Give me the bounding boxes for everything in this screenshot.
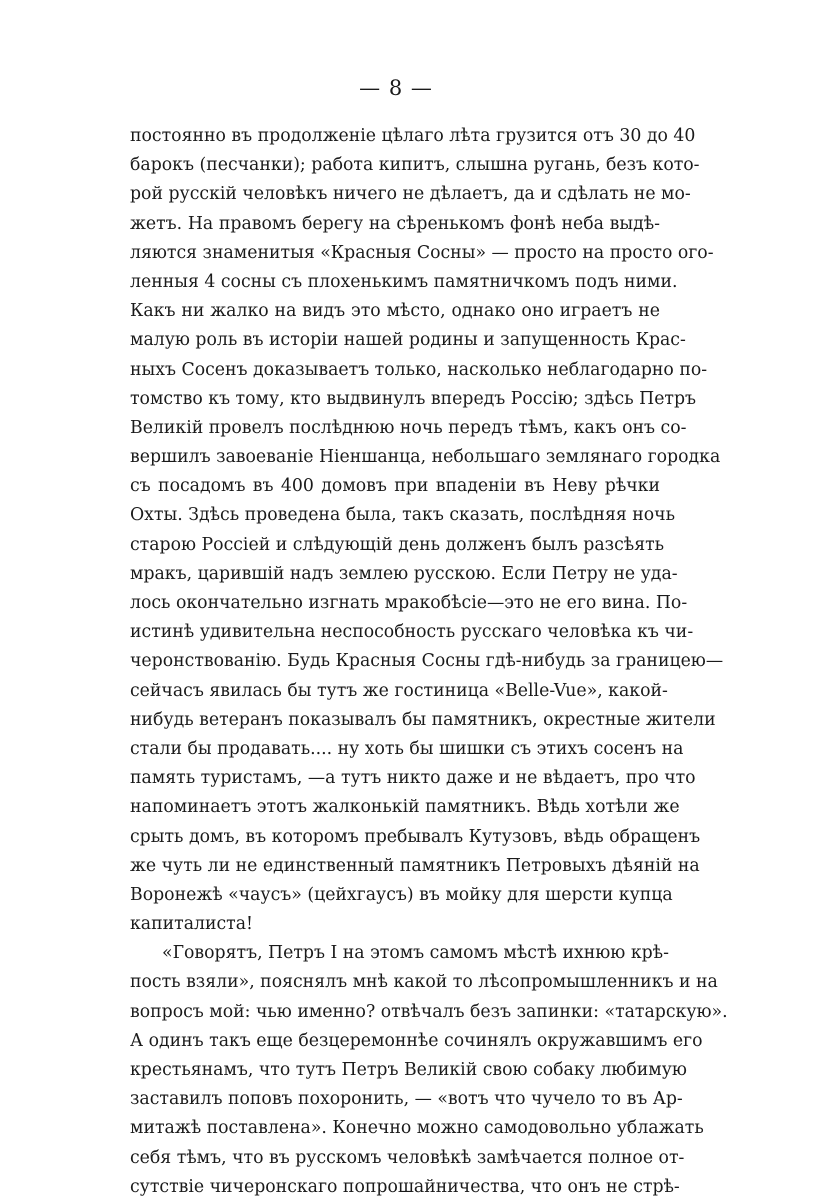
text-line: память туристамъ, —а тутъ никто даже и не вѣдаетъ, про что	[130, 768, 696, 789]
text-line: ныхъ Сосенъ доказываетъ только, насколько неблагодарно по-	[130, 359, 708, 380]
text-line: ляются знаменитыя «Красныя Сосны» — просто на просто ого-	[130, 242, 714, 263]
text-line: лось окончательно изгнать мракобѣсіе—это не его вина. По-	[130, 593, 688, 613]
text-line: капиталиста!	[130, 914, 253, 935]
text-line: старою Россіей и слѣдующій день долженъ былъ разсѣять	[130, 534, 665, 555]
text-line: А одинъ такъ еще безцеремоннѣе сочинялъ окружавшимъ его	[130, 1030, 703, 1051]
text-line: рой русскій человѣкъ ничего не дѣлаетъ, да и сдѣлать не мо-	[130, 184, 691, 205]
text-line: истинѣ удивительна неспособность русскаго человѣка къ чи-	[130, 622, 694, 643]
text-line: пость взяли», пояснялъ мнѣ какой то лѣсопромышленникъ и на	[130, 972, 718, 993]
text-line: срыть домъ, въ которомъ пребывалъ Кутузовъ, вѣдь обращенъ	[130, 826, 701, 847]
text-line: съ посадомъ въ 400 домовъ при впаденіи въ Неву рѣчки	[130, 476, 660, 497]
page-number: — 8 —	[359, 76, 433, 100]
body-text	[130, 122, 728, 1202]
text-line: барокъ (песчанки); работа кипитъ, слышна ругань, безъ кото-	[130, 155, 700, 176]
text-line: себя тѣмъ, что въ русскомъ человѣкѣ замѣчается полное от-	[130, 1147, 685, 1168]
text-line: Какъ ни жалко на видъ это мѣсто, однако оно играетъ не	[130, 301, 660, 322]
text-line: постоянно въ продолженіе цѣлаго лѣта грузится отъ 30 до 40	[130, 126, 696, 146]
text-line: вопросъ мой: чью именно? отвѣчалъ безъ запинки: «татарскую».	[130, 1001, 728, 1022]
text-line: жетъ. На правомъ берегу на сѣренькомъ фонѣ неба выдѣ-	[130, 213, 660, 234]
text-line: черонствованію. Будь Красныя Сосны гдѣ-нибудь за границею—	[130, 651, 724, 672]
text-line: сейчасъ явилась бы тутъ же гостиница «Belle-Vue», какой-	[130, 680, 668, 701]
text-line: «Говорятъ, Петръ I на этомъ самомъ мѣстѣ ихнюю крѣ-	[162, 943, 669, 964]
text-line: напоминаетъ этотъ жалконькій памятникъ. Вѣдь хотѣли же	[130, 797, 680, 818]
text-line: мракъ, царившій надъ землею русскою. Если Петру не уда-	[130, 563, 678, 584]
text-line: томство къ тому, кто выдвинулъ впередъ Россію; здѣсь Петръ	[130, 388, 697, 409]
text-line: нибудь ветеранъ показывалъ бы памятникъ, окрестные жители	[130, 709, 716, 730]
text-line: сутствіе чичеронскаго попрошайничества, что онъ не стрѣ-	[130, 1176, 680, 1197]
text-line: заставилъ поповъ похоронить, — «вотъ что чучело то въ Ар-	[130, 1089, 683, 1110]
text-line: Охты. Здѣсь проведена была, такъ сказать, послѣдняя ночь	[130, 505, 676, 526]
text-line: крестьянамъ, что тутъ Петръ Великій свою собаку любимую	[130, 1060, 687, 1080]
text-line: Великій провелъ послѣднюю ночь передъ тѣмъ, какъ онъ со-	[130, 417, 687, 438]
text-line: вершилъ завоеваніе Ніеншанца, небольшаго землянаго городка	[130, 447, 721, 468]
text-line: ленныя 4 сосны съ плохенькимъ памятничкомъ подъ ними.	[130, 271, 678, 292]
text-line: Воронежѣ «чаусъ» (цейхгаусъ) въ мойку для шерсти купца	[130, 884, 673, 905]
text-line: же чуть ли не единственный памятникъ Петровыхъ дѣяній на	[130, 855, 700, 876]
text-line: малую роль въ исторіи нашей родины и запущенность Крас-	[130, 330, 686, 351]
text-line: митажѣ поставлена». Конечно можно самодовольно ублажать	[130, 1118, 704, 1139]
text-line: стали бы продавать.... ну хоть бы шишки съ этихъ сосенъ на	[130, 738, 684, 759]
